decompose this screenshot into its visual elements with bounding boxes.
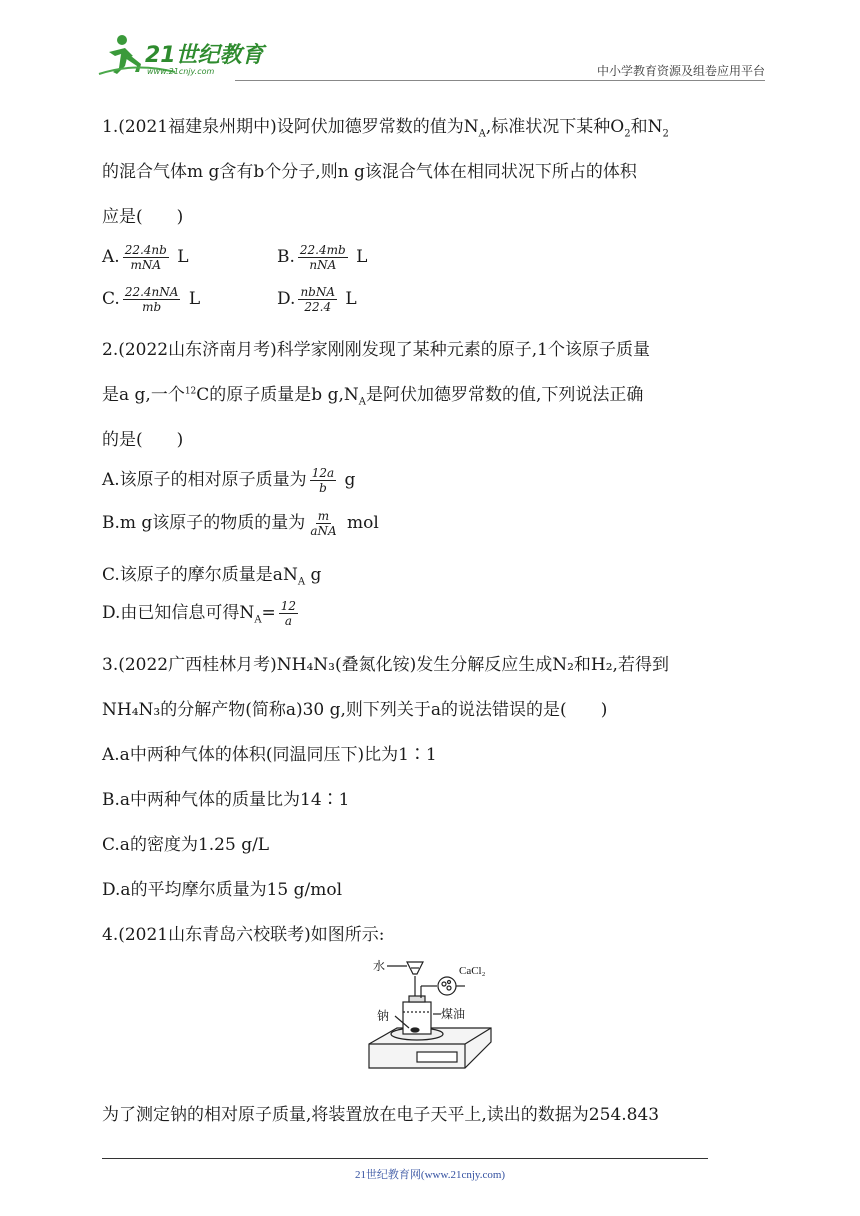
q3-option-d[interactable]: D.a的平均摩尔质量为15 g/mol: [102, 880, 343, 900]
svg-text:钠: 钠: [377, 1009, 390, 1023]
q1-option-c[interactable]: C. $\frac{\text{22.4nNA}}{mb}$ L: [102, 285, 201, 314]
q3-line1: 3.(2022广西桂林月考)NH₄N₃(叠氮化铵)发生分解反应生成N₂和H₂,若得到: [102, 655, 669, 675]
svg-text:CaCl₂: CaCl₂: [459, 965, 486, 977]
q1-line1: 1.(2021福建泉州期中)设阿伏加德罗常数的值为$N_A$,标准状况下某种$O_2$和$N_2$: [102, 117, 669, 140]
q2-line3: 的是( ): [102, 430, 184, 450]
q2-option-b[interactable]: B.m g该原子的物质的量为 $\frac{m}{\text{aNA}}$ mol: [102, 509, 379, 538]
site-name: 中小学教育资源及组卷应用平台: [596, 64, 765, 78]
footer-divider: [102, 1158, 708, 1159]
q3-option-b[interactable]: B.a中两种气体的质量比为14∶1: [102, 790, 350, 810]
apparatus-figure: [365, 956, 495, 1086]
q2-option-c[interactable]: C.该原子的摩尔质量是$aN_A$ g: [102, 565, 322, 588]
q2-line1: 2.(2022山东济南月考)科学家刚刚发现了某种元素的原子,1个该原子质量: [102, 340, 650, 360]
q1-line3: 应是( ): [102, 207, 184, 227]
q3-option-c[interactable]: C.a的密度为1.25 g/L: [102, 835, 270, 855]
page-header: [95, 32, 765, 82]
q2-line2: 是a g,一个$^{12}$C的原子质量是b $g,N_A$是阿伏加德罗常数的值,下列说法正确: [102, 385, 644, 408]
site-logo: [95, 32, 275, 78]
header-divider: [235, 80, 765, 81]
svg-text:21世纪教育: 21世纪教育: [145, 43, 264, 68]
q1-option-b[interactable]: B. $\frac{22.4mb}{\text{nNA}}$ L: [277, 243, 368, 272]
q3-option-a[interactable]: A.a中两种气体的体积(同温同压下)比为1∶1: [102, 745, 437, 765]
q4-line2: 为了测定钠的相对原子质量,将装置放在电子天平上,读出的数据为254.843: [102, 1105, 660, 1125]
q4-line1: 4.(2021山东青岛六校联考)如图所示:: [102, 925, 385, 945]
svg-text:水: 水: [373, 959, 386, 973]
footer-link[interactable]: 21世纪教育网(www.21cnjy.com): [354, 1169, 506, 1181]
q1-option-a[interactable]: A. $\frac{22.4nb}{\text{mNA}}$ L: [102, 243, 189, 272]
q1-line2: 的混合气体m g含有b个分子,则n g该混合气体在相同状况下所占的体积: [102, 162, 637, 182]
q1-option-d[interactable]: D. $\frac{\text{nbNA}}{22.4}$ L: [277, 285, 357, 314]
svg-text:www.21cnjy.com: www.21cnjy.com: [147, 67, 215, 76]
svg-text:煤油: 煤油: [441, 1007, 466, 1021]
q2-option-a[interactable]: A.该原子的相对原子质量为 $\frac{12a}{b}$ g: [102, 466, 356, 495]
q3-line2: NH₄N₃的分解产物(简称a)30 g,则下列关于a的说法错误的是( ): [102, 700, 608, 720]
q2-option-d[interactable]: D.由已知信息可得$N_A=$ $\frac{12}{a}$: [102, 599, 297, 628]
